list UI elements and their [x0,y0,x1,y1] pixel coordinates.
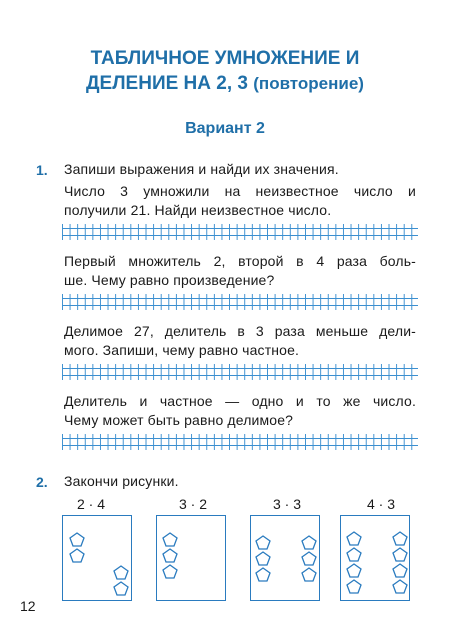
task-1-item-2 [64,252,416,290]
title-line-1: ТАБЛИЧНОЕ УМНОЖЕНИЕ И [90,48,360,69]
pentagon-icon [393,564,407,577]
answer-grid-2[interactable] [62,294,418,310]
task-1-instruction: Запиши выражения и найди их значения. [64,161,339,177]
task-2-instruction: Закончи рисунки. [64,473,179,489]
task-1-item-1 [64,182,416,220]
pentagon-icon [347,548,361,561]
pentagon-group-4 [341,516,411,602]
pentagon-icon [302,552,316,565]
item-1-line-2: получили 21. Найди неизвестное число. [64,202,332,218]
pentagon-group-1 [63,516,133,602]
pentagon-group-2 [157,516,227,602]
pentagon-icon [393,532,407,545]
task-1-number: 1. [36,162,48,178]
item-1-line-1: Число 3 умножили на неизвестное число и [64,183,416,199]
item-3-line-2: мого. Запиши, чему равно частное. [64,342,300,358]
page-number: 12 [20,598,36,614]
page-title [0,46,450,96]
drawing-label-3: 3 · 3 [272,496,301,512]
pentagon-icon [347,532,361,545]
pentagon-icon [256,568,270,581]
pentagon-icon [302,568,316,581]
drawing-label-1: 2 · 4 [76,496,105,512]
answer-grid-4[interactable] [62,434,418,450]
item-3-line-1: Делимое 27, делитель в 3 раза меньше дели- [64,323,416,339]
variant-heading: Вариант 2 [185,120,265,137]
drawing-label-2: 3 · 2 [178,496,207,512]
pentagon-icon [256,552,270,565]
drawing-label-4: 4 · 3 [366,496,395,512]
answer-grid-1[interactable] [62,224,418,240]
task-1-item-3 [64,322,416,360]
item-2-line-1: Первый множитель 2, второй в 4 раза боль- [64,253,416,269]
drawing-box-3[interactable] [250,515,320,601]
pentagon-icon [347,564,361,577]
task-2-number: 2. [36,474,48,490]
pentagon-icon [163,565,177,578]
pentagon-icon [114,566,128,579]
drawing-box-4[interactable] [340,515,410,601]
pentagon-icon [393,548,407,561]
pentagon-icon [393,580,407,593]
pentagon-icon [114,582,128,595]
item-4-line-1: Делитель и частное — одно и то же число. [64,393,416,409]
title-line-2 [0,71,450,96]
pentagon-icon [163,549,177,562]
title-main: ДЕЛЕНИЕ НА 2, 3 [86,73,248,94]
task-1-item-4 [64,392,416,430]
item-2-line-2: ше. Чему равно произведение? [64,272,275,288]
drawing-box-1[interactable] [62,515,132,601]
item-4-line-2: Чему может быть равно делимое? [64,412,294,428]
pentagon-icon [347,580,361,593]
pentagon-icon [302,536,316,549]
title-sub: (повторение) [253,74,364,93]
pentagon-group-3 [251,516,321,602]
pentagon-icon [70,533,84,546]
answer-grid-3[interactable] [62,364,418,380]
pentagon-icon [70,549,84,562]
drawing-box-2[interactable] [156,515,226,601]
pentagon-icon [256,536,270,549]
pentagon-icon [163,533,177,546]
